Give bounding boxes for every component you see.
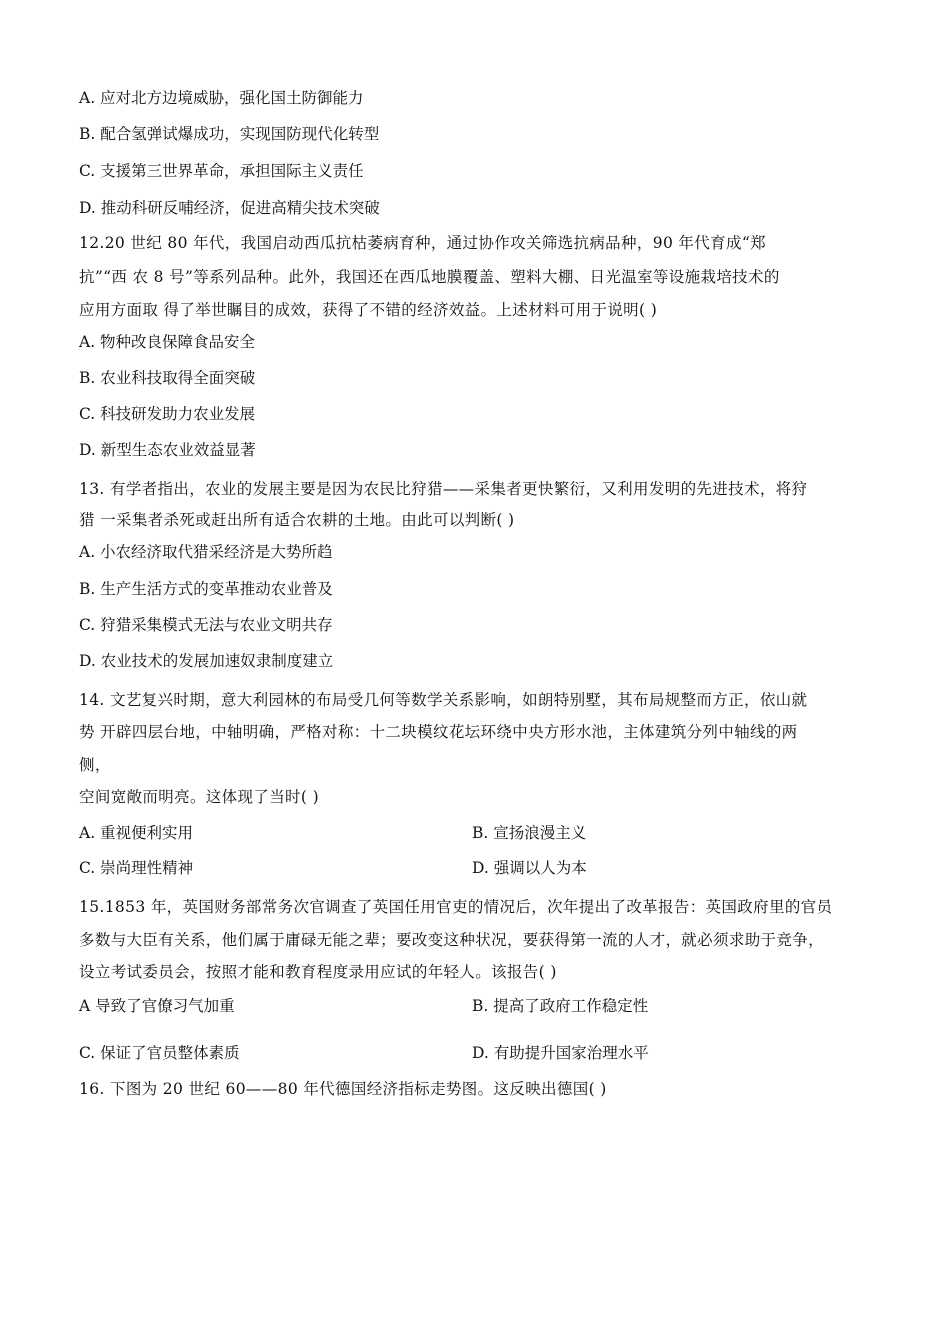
q15-option-d: D. 有助提升国家治理水平 bbox=[472, 1044, 649, 1062]
q15-stem-line-1: 15.1853 年，英国财务部常务次官调查了英国任用官吏的情况后，次年提出了改革报告：英国政府里的官员 bbox=[79, 898, 833, 916]
q13-option-b: B. 生产生活方式的变革推动农业普及 bbox=[79, 580, 333, 598]
q15-option-b: B. 提高了政府工作稳定性 bbox=[472, 997, 649, 1015]
q14-stem-line-1: 14. 文艺复兴时期，意大利园林的布局受几何等数学关系影响，如朗特别墅，其布局规整而方正，依山就 bbox=[79, 691, 808, 709]
q12-option-d: D. 新型生态农业效益显著 bbox=[79, 441, 256, 459]
q11-option-c: C. 支援第三世界革命，承担国际主义责任 bbox=[79, 162, 364, 180]
q12-option-a: A. 物种改良保障食品安全 bbox=[79, 333, 256, 351]
q13-option-c: C. 狩猎采集模式无法与农业文明共存 bbox=[79, 616, 333, 634]
q15-option-c: C. 保证了官员整体素质 bbox=[79, 1044, 240, 1062]
q14-option-a: A. 重视便利实用 bbox=[79, 824, 194, 842]
q14-stem-line-4: 空间宽敞而明亮。这体现了当时( ) bbox=[79, 788, 319, 806]
q11-option-a: A. 应对北方边境威胁，强化国土防御能力 bbox=[79, 89, 364, 107]
q14-stem-line-2: 势 开辟四层台地，中轴明确，严格对称：十二块模纹花坛环绕中央方形水池，主体建筑分列中轴线的两 bbox=[79, 723, 798, 741]
q14-option-c: C. 崇尚理性精神 bbox=[79, 859, 194, 877]
q12-stem-line-1: 12.20 世纪 80 年代，我国启动西瓜抗枯萎病育种，通过协作攻关筛选抗病品种，90 年代育成“郑 bbox=[79, 234, 766, 252]
q13-stem-line-2: 猎 一采集者杀死或赶出所有适合农耕的土地。由此可以判断( ) bbox=[79, 511, 515, 529]
q15-stem-line-2: 多数与大臣有关系，他们属于庸碌无能之辈；要改变这种状况，要获得第一流的人才，就必须求助于竞争， bbox=[79, 931, 824, 949]
q14-option-b: B. 宣扬浪漫主义 bbox=[472, 824, 587, 842]
q12-option-c: C. 科技研发助力农业发展 bbox=[79, 405, 256, 423]
q13-option-d: D. 农业技术的发展加速奴隶制度建立 bbox=[79, 652, 334, 670]
q14-stem-line-3: 侧， bbox=[79, 756, 111, 774]
q13-stem-line-1: 13. 有学者指出，农业的发展主要是因为农民比狩猎——采集者更快繁衍，又利用发明的先进技术，将狩 bbox=[79, 480, 808, 498]
q14-option-d: D. 强调以人为本 bbox=[472, 859, 587, 877]
q13-option-a: A. 小农经济取代猎采经济是大势所趋 bbox=[79, 543, 333, 561]
q11-option-b: B. 配合氢弹试爆成功，实现国防现代化转型 bbox=[79, 125, 380, 143]
q12-stem-line-3: 应用方面取 得了举世瞩目的成效，获得了不错的经济效益。上述材料可用于说明( ) bbox=[79, 301, 658, 319]
q16-stem-line-1: 16. 下图为 20 世纪 60——80 年代德国经济指标走势图。这反映出德国( ) bbox=[79, 1080, 607, 1098]
q15-stem-line-3: 设立考试委员会，按照才能和教育程度录用应试的年轻人。该报告( ) bbox=[79, 963, 557, 981]
q12-option-b: B. 农业科技取得全面突破 bbox=[79, 369, 256, 387]
q15-option-a: A 导致了官僚习气加重 bbox=[79, 997, 235, 1015]
q11-option-d: D. 推动科研反哺经济，促进高精尖技术突破 bbox=[79, 199, 380, 217]
q12-stem-line-2: 抗”“西 农 8 号”等系列品种。此外，我国还在西瓜地膜覆盖、塑料大棚、日光温室等设施栽培技术的 bbox=[79, 268, 780, 286]
